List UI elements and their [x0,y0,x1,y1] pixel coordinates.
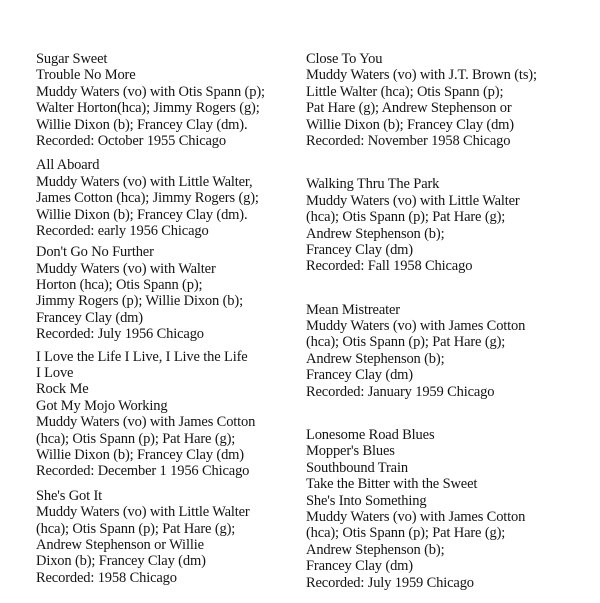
song-title: I Love [36,365,74,382]
session-block [36,488,298,586]
recording-info: Recorded: July 1959 Chicago [306,574,474,591]
personnel-line: Jimmy Rogers (p); Willie Dixon (b); [36,293,243,310]
personnel-line: Pat Hare (g); Andrew Stephenson or [306,100,512,117]
song-title: I Love the Life I Live, I Live the Life [36,348,248,365]
personnel-line: Horton (hca); Otis Spann (p); [36,277,203,294]
personnel-line: Andrew Stephenson (b); [306,541,445,558]
recording-info: Recorded: 1958 Chicago [36,569,177,586]
personnel-line: Muddy Waters (vo) with James Cotton [36,414,256,431]
recording-info: Recorded: December 1 1956 Chicago [36,463,250,480]
personnel-line: Muddy Waters (vo) with Little Walter, [36,173,253,190]
personnel-line: Little Walter (hca); Otis Spann (p); [306,83,504,100]
personnel-line: (hca); Otis Spann (p); Pat Hare (g); [306,209,506,226]
personnel-line: Andrew Stephenson or Willie [36,536,204,553]
personnel-line: (hca); Otis Spann (p); Pat Hare (g); [36,520,236,537]
recording-info: Recorded: Fall 1958 Chicago [306,258,473,275]
song-title: Rock Me [36,381,89,398]
personnel-line: Willie Dixon (b); Francey Clay (dm). [36,116,248,133]
song-title: Lonesome Road Blues [306,427,435,444]
song-title: Trouble No More [36,67,136,84]
song-title: Mean Mistreater [306,301,400,318]
session-block [36,51,298,149]
personnel-line: Muddy Waters (vo) with James Cotton [306,508,526,525]
left-column [36,51,298,586]
personnel-line: Andrew Stephenson (b); [306,225,445,242]
song-title: All Aboard [36,157,100,174]
song-title: Take the Bitter with the Sweet [306,476,478,493]
personnel-line: Willie Dixon (b); Francey Clay (dm) [306,116,514,133]
personnel-line: Francey Clay (dm) [306,241,413,258]
personnel-line: Muddy Waters (vo) with Little Walter [36,504,250,521]
personnel-line: Willie Dixon (b); Francey Clay (dm) [36,446,244,463]
song-title: Don't Go No Further [36,244,154,261]
personnel-line: Muddy Waters (vo) with Walter [36,260,216,277]
recording-info: Recorded: November 1958 Chicago [306,132,511,149]
session-block [306,427,596,591]
song-title: Mopper's Blues [306,443,395,460]
song-title: Sugar Sweet [36,51,108,67]
personnel-line: (hca); Otis Spann (p); Pat Hare (g); [306,525,506,542]
session-block [306,51,596,149]
recording-info: Recorded: January 1959 Chicago [306,383,495,400]
personnel-line: James Cotton (hca); Jimmy Rogers (g); [36,190,259,207]
personnel-line: Francey Clay (dm) [36,309,143,326]
personnel-line: Francey Clay (dm) [306,558,413,575]
song-title: She's Got It [36,487,103,504]
personnel-line: Andrew Stephenson (b); [306,350,445,367]
song-title: Walking Thru The Park [306,176,440,193]
song-title: Southbound Train [306,459,408,476]
personnel-line: Francey Clay (dm) [306,367,413,384]
recording-info: Recorded: early 1956 Chicago [36,222,209,239]
session-block [306,302,596,400]
personnel-line: Willie Dixon (b); Francey Clay (dm). [36,206,248,223]
personnel-line: Walter Horton(hca); Jimmy Rogers (g); [36,100,260,117]
session-block [306,176,596,274]
song-title: Close To You [306,51,383,67]
personnel-line: Muddy Waters (vo) with Otis Spann (p); [36,83,265,100]
personnel-line: Dixon (b); Francey Clay (dm) [36,553,206,570]
session-block [36,244,298,342]
personnel-line: Muddy Waters (vo) with J.T. Brown (ts); [306,67,537,84]
personnel-line: (hca); Otis Spann (p); Pat Hare (g); [306,334,506,351]
personnel-line: Muddy Waters (vo) with James Cotton [306,318,526,335]
song-title: She's Into Something [306,492,427,509]
recording-info: Recorded: July 1956 Chicago [36,326,204,343]
session-block [36,157,298,239]
session-block [36,349,298,480]
recording-info: Recorded: October 1955 Chicago [36,132,226,149]
personnel-line: Muddy Waters (vo) with Little Walter [306,192,520,209]
personnel-line: (hca); Otis Spann (p); Pat Hare (g); [36,430,236,447]
right-column [306,51,596,591]
song-title: Got My Mojo Working [36,397,168,414]
